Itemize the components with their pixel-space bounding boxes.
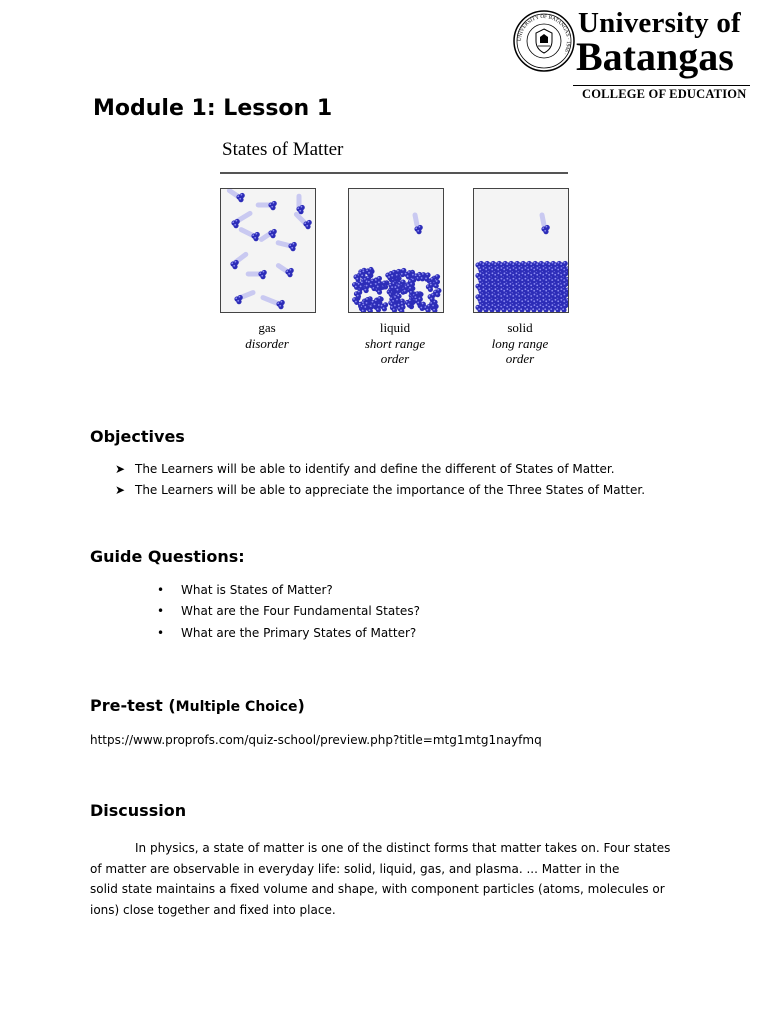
university-seal-logo	[513, 10, 575, 72]
discussion-heading: Discussion	[90, 801, 187, 820]
objective-text: The Learners will be able to appreciate the importance of the Three States of Matter.	[135, 483, 646, 497]
liquid-caption-line2: order	[380, 351, 410, 366]
discussion-line: solid state maintains a fixed volume and shape, with component particles (atoms, molecules or	[90, 882, 665, 896]
liquid-label	[348, 320, 442, 367]
solid-name: solid	[507, 320, 533, 335]
gas-molecule	[268, 201, 276, 210]
objective-item	[115, 462, 615, 476]
arrow-bullet-icon: ➤	[115, 483, 126, 497]
objective-item	[115, 483, 645, 497]
gas-panel	[220, 188, 316, 313]
discussion-line: In physics, a state of matter is one of the distinct forms that matter takes on. Four states	[135, 841, 671, 855]
liquid-molecule	[426, 283, 434, 292]
motion-trail	[415, 215, 417, 225]
module-title: Module 1: Lesson 1	[93, 96, 333, 121]
question-text: What is States of Matter?	[181, 583, 333, 597]
arrow-bullet-icon: ➤	[115, 462, 126, 476]
gas-particles-illustration	[221, 189, 315, 312]
pretest-link[interactable]: https://www.proprofs.com/quiz-school/preview.php?title=mtg1mtg1nayfmq	[90, 733, 542, 747]
gas-label	[220, 320, 314, 351]
gas-molecule	[234, 295, 242, 304]
university-name-line1: University of	[578, 7, 741, 39]
university-name-line2: Batangas	[576, 34, 734, 79]
solid-label	[466, 320, 574, 367]
bullet-icon: •	[157, 604, 165, 618]
solid-particles-illustration	[474, 189, 568, 312]
pretest-heading-close: )	[297, 696, 305, 715]
motion-trail	[542, 215, 544, 225]
svg-text:UNIVERSITY OF BATANGAS · 1946: UNIVERSITY OF BATANGAS · 1946 ·	[516, 13, 572, 56]
objectives-heading: Objectives	[90, 427, 185, 446]
liquid-caption-line1: short range	[364, 335, 426, 351]
gas-name: gas	[258, 320, 276, 335]
pretest-heading	[90, 696, 305, 715]
liquid-particles-illustration	[349, 189, 443, 312]
solid-caption-line1: long range	[491, 335, 549, 351]
solid-caption-line2: order	[505, 351, 535, 366]
discussion-line: of matter are observable in everyday life: solid, liquid, gas, and plasma. ... Matter in the	[90, 861, 620, 876]
question-item	[157, 604, 420, 618]
college-divider	[573, 85, 750, 86]
pretest-heading-subtext: Multiple Choice	[175, 699, 298, 715]
pretest-heading-text: Pre-test (	[90, 696, 176, 715]
liquid-name: liquid	[379, 320, 411, 335]
discussion-line: ions) close together and fixed into place.	[90, 902, 336, 917]
solid-panel	[473, 188, 569, 313]
guide-questions-heading: Guide Questions:	[90, 547, 245, 566]
question-text: What are the Four Fundamental States?	[181, 604, 420, 618]
figure-divider	[220, 172, 568, 174]
gas-molecule	[231, 219, 239, 228]
liquid-panel	[348, 188, 444, 313]
question-text: What are the Primary States of Matter?	[181, 626, 417, 640]
bullet-icon: •	[157, 583, 165, 597]
gas-molecule	[258, 270, 266, 279]
objective-text: The Learners will be able to identify and define the different of States of Matter.	[135, 462, 615, 476]
discussion-paragraph	[90, 838, 690, 920]
question-item	[157, 583, 333, 597]
college-name: COLLEGE OF EDUCATION	[582, 87, 747, 101]
question-item	[157, 626, 416, 640]
bullet-icon: •	[157, 626, 165, 640]
gas-caption: disorder	[245, 335, 289, 351]
gas-molecule	[230, 260, 238, 269]
figure-title: States of Matter	[222, 139, 344, 160]
